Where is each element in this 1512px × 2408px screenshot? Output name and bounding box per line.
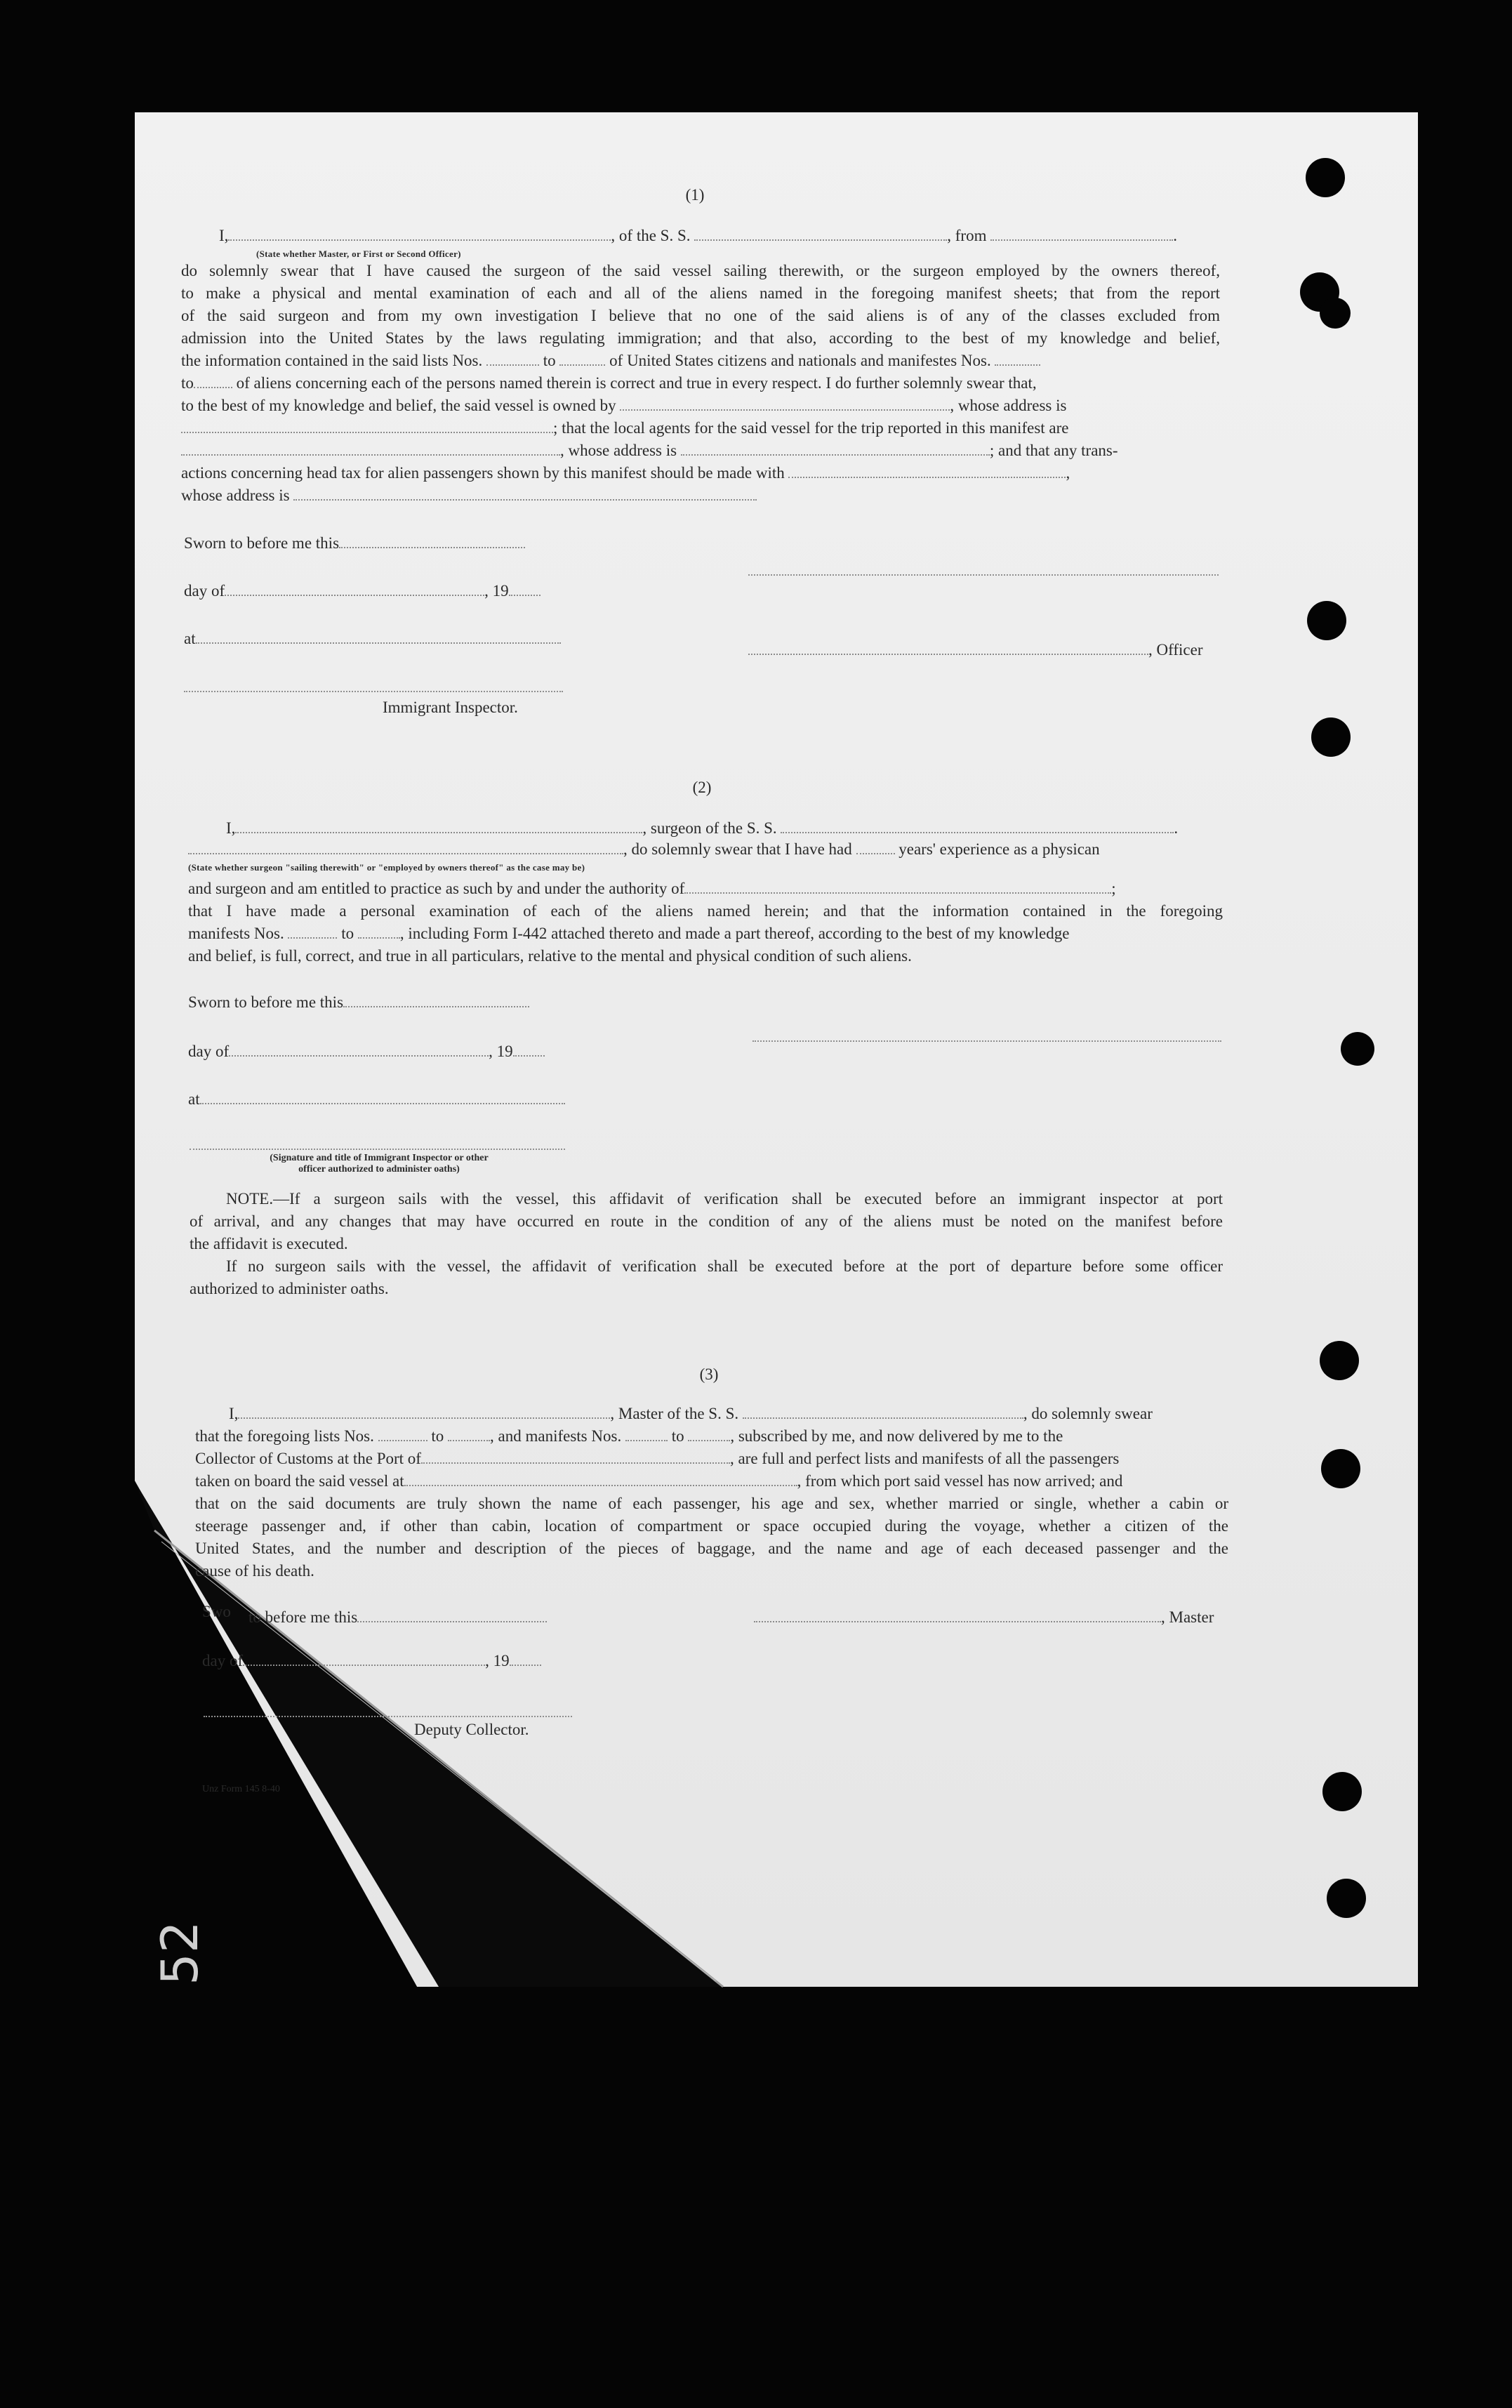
s1-sworn bbox=[184, 534, 525, 553]
s2-body-line bbox=[188, 924, 1223, 944]
s2-signature-note-line: (Signature and title of Immigrant Inspector or other bbox=[270, 1153, 489, 1163]
s2-sworn-field[interactable] bbox=[343, 993, 529, 1007]
s1-comma: , bbox=[1066, 464, 1070, 482]
s1-inspector: Immigrant Inspector. bbox=[383, 699, 518, 716]
s1-body-line bbox=[181, 373, 1220, 393]
s2-note-line: the affidavit is executed. bbox=[190, 1235, 348, 1252]
binder-hole bbox=[1322, 1772, 1362, 1811]
s2-experience: years' experience as a physican bbox=[898, 840, 1100, 858]
s3-lists: that the foregoing lists Nos. bbox=[195, 1427, 374, 1445]
s3-collector: Deputy Collector. bbox=[414, 1721, 529, 1738]
s1-from-field[interactable] bbox=[990, 227, 1173, 241]
binder-hole bbox=[1327, 1879, 1366, 1918]
s3-master-line bbox=[754, 1608, 1214, 1627]
s3-sworn-field[interactable] bbox=[357, 1608, 547, 1622]
s1-body-line: of the said surgeon and from my own investigation I believe that no one of the said aliens is of any of the classes excluded from bbox=[181, 307, 1220, 324]
s1-owner-address-label: , whose address is bbox=[950, 397, 1067, 414]
s1-lists-nos: the information contained in the said lists Nos. bbox=[181, 352, 483, 369]
s2-year: , 19 bbox=[489, 1043, 513, 1060]
s1-master-signature-line[interactable] bbox=[748, 574, 1219, 576]
s2-note-line: of arrival, and any changes that may have occurred en route in the condition of any of the aliens must be noted on the manifest before bbox=[190, 1212, 1223, 1230]
margin-handwriting: 52 bbox=[150, 1921, 209, 1985]
s2-line1 bbox=[226, 819, 1178, 838]
s1-body-line bbox=[181, 418, 1220, 438]
s2-form: , including Form I-442 attached thereto and made a part thereof, according to the best of my knowledge bbox=[399, 925, 1070, 942]
s3-sworn-a: Swo bbox=[202, 1603, 231, 1620]
s2-surgeon-field[interactable] bbox=[235, 819, 642, 833]
s1-manifest-field[interactable] bbox=[995, 352, 1040, 366]
s3-sworn bbox=[202, 1602, 231, 1622]
s2-day-of bbox=[188, 1042, 545, 1061]
s1-of-ss: , of the S. S. bbox=[611, 227, 691, 244]
s2-years-field[interactable] bbox=[856, 840, 895, 854]
s1-officer-note: (State whether Master, or First or Second Officer) bbox=[256, 249, 461, 259]
s1-whose-address: whose address is bbox=[181, 487, 290, 504]
s2-at-field[interactable] bbox=[200, 1090, 565, 1104]
s1-agent-address-field[interactable] bbox=[681, 442, 990, 456]
s3-perfect: , are full and perfect lists and manifests of all the passengers bbox=[729, 1450, 1120, 1467]
s1-body-line: do solemnly swear that I have caused the surgeon of the said vessel sailing therewith, or the surgeon employed by the owners thereof, bbox=[181, 262, 1220, 279]
binder-hole bbox=[1341, 1032, 1374, 1066]
s2-sworn-label: Sworn to before me this bbox=[188, 993, 344, 1011]
s3-list-to-field[interactable] bbox=[448, 1427, 490, 1441]
s2-note-line: If no surgeon sails with the vessel, the affidavit of verification shall be executed before at the port of departure before some officer bbox=[226, 1257, 1223, 1275]
s1-owner-field[interactable] bbox=[620, 397, 950, 411]
s3-master-ss: , Master of the S. S. bbox=[610, 1405, 739, 1422]
s1-list-from-field[interactable] bbox=[486, 352, 539, 366]
s2-year-field[interactable] bbox=[513, 1043, 545, 1057]
s2-surgeon-signature-line[interactable] bbox=[752, 1040, 1221, 1042]
s1-body-line bbox=[181, 351, 1220, 371]
s2-at bbox=[188, 1090, 565, 1109]
s3-day-label: day of bbox=[202, 1652, 244, 1669]
s3-taken: taken on board the said vessel at bbox=[195, 1472, 404, 1490]
s1-owned-by: to the best of my knowledge and belief, the said vessel is owned by bbox=[181, 397, 616, 414]
s1-sworn-field[interactable] bbox=[339, 534, 525, 548]
s1-owner-address-field[interactable] bbox=[181, 419, 553, 433]
s2-authority-field[interactable] bbox=[684, 880, 1111, 894]
s2-line2 bbox=[188, 840, 1100, 859]
s2-swear: , do solemnly swear that I have had bbox=[623, 840, 852, 858]
s1-head-tax-address-field[interactable] bbox=[293, 487, 757, 501]
s3-vessel-field[interactable] bbox=[743, 1405, 1023, 1419]
s3-port-field[interactable] bbox=[421, 1450, 730, 1464]
s3-day-field[interactable] bbox=[243, 1652, 485, 1666]
s2-vessel-field[interactable] bbox=[781, 819, 1174, 833]
s3-collector-port: Collector of Customs at the Port of bbox=[195, 1450, 421, 1467]
s2-to: to bbox=[341, 925, 354, 942]
s3-sworn-b: to before me this bbox=[248, 1608, 358, 1626]
s1-to: to bbox=[543, 352, 556, 369]
s1-year-field[interactable] bbox=[509, 582, 541, 596]
s1-year: , 19 bbox=[484, 582, 509, 600]
s1-i: I, bbox=[219, 227, 229, 244]
s3-master-field[interactable] bbox=[238, 1405, 610, 1419]
s3-body-line: steerage passenger and, if other than cabin, location of compartment or space occupied during the voyage, whether a citizen of the bbox=[195, 1517, 1228, 1535]
s2-body-line bbox=[188, 879, 1223, 899]
s3-arrived: , from which port said vessel has now arrived; and bbox=[797, 1472, 1123, 1490]
s1-citizens: of United States citizens and nationals and manifestes Nos. bbox=[609, 352, 991, 369]
s3-year: , 19 bbox=[485, 1652, 510, 1669]
s2-surgeon-ss: , surgeon of the S. S. bbox=[642, 819, 777, 837]
s2-signature-note bbox=[197, 1153, 562, 1175]
s3-body-line: United States, and the number and description of the pieces of baggage, and the name and age of each deceased passenger and the bbox=[195, 1540, 1228, 1557]
s3-master-label: , Master bbox=[1161, 1608, 1214, 1626]
s1-manifest-to-field[interactable] bbox=[194, 374, 232, 388]
binder-hole bbox=[1320, 1341, 1359, 1380]
s2-at-label: at bbox=[188, 1090, 200, 1108]
s2-manifest-from-field[interactable] bbox=[288, 925, 337, 939]
s2-manifests: manifests Nos. bbox=[188, 925, 284, 942]
s3-to: to bbox=[431, 1427, 444, 1445]
section-1-number: (1) bbox=[685, 186, 705, 204]
s3-swear: , do solemnly swear bbox=[1023, 1405, 1153, 1422]
form-number: Unz Form 145 8-40 bbox=[202, 1784, 280, 1794]
s1-body-line: to make a physical and mental examination of each and all of the aliens named in the foregoing manifest sheets; that from the report bbox=[181, 284, 1220, 302]
section-3-number: (3) bbox=[699, 1365, 719, 1383]
s1-body-line: admission into the United States by the laws regulating immigration; and that also, according to the best of my knowledge and belief, bbox=[181, 329, 1220, 347]
s3-body-line: cause of his death. bbox=[195, 1562, 314, 1580]
s2-sworn bbox=[188, 993, 529, 1012]
s1-from: , from bbox=[947, 227, 987, 244]
s1-local-agents: ; that the local agents for the said vessel for the trip reported in this manifest are bbox=[553, 419, 1069, 437]
s1-sworn-label: Sworn to before me this bbox=[184, 534, 340, 552]
s3-sworn-rest bbox=[248, 1608, 547, 1627]
s2-body-line: that I have made a personal examination of each of the aliens named herein; and that the information contained in the foregoing bbox=[188, 902, 1223, 920]
s3-list-from-field[interactable] bbox=[378, 1427, 427, 1441]
s2-inspector-signature-line[interactable] bbox=[190, 1149, 565, 1150]
s1-agent-field[interactable] bbox=[181, 442, 560, 456]
s1-aliens: of aliens concerning each of the persons named therein is correct and true in every respect. I do further solemnly swear that, bbox=[236, 374, 1037, 392]
s1-body-line bbox=[181, 463, 1220, 483]
s3-day-of bbox=[202, 1651, 541, 1671]
s1-agent-address-label: , whose address is bbox=[560, 442, 677, 459]
s1-vessel-field[interactable] bbox=[694, 227, 947, 241]
s3-manifest-from-field[interactable] bbox=[625, 1427, 668, 1441]
s1-day-field[interactable] bbox=[225, 582, 484, 596]
s1-officer-field[interactable] bbox=[228, 227, 611, 241]
s1-officer-sign-field[interactable] bbox=[748, 641, 1148, 655]
s3-body-line bbox=[195, 1427, 1228, 1446]
s3-manifests: , and manifests Nos. bbox=[490, 1427, 622, 1445]
s2-body-line: and belief, is full, correct, and true in all particulars, relative to the mental and physical condition of such aliens. bbox=[188, 947, 912, 965]
s3-body-line: that on the said documents are truly shown the name of each passenger, his age and sex, whether married or single, whether a cabin or bbox=[195, 1495, 1228, 1512]
s1-head-tax-field[interactable] bbox=[788, 464, 1066, 478]
s1-line1 bbox=[219, 226, 1177, 246]
s1-head-tax: actions concerning head tax for alien passengers shown by this manifest should be made with bbox=[181, 464, 785, 482]
s3-master-sign-field[interactable] bbox=[754, 1608, 1161, 1622]
s1-body-line bbox=[181, 396, 1220, 416]
s1-officer-label: , Officer bbox=[1148, 641, 1203, 659]
s1-period: . bbox=[1173, 227, 1177, 244]
s2-note-line: NOTE.—If a surgeon sails with the vessel, this affidavit of verification shall be executed before an immigrant inspector at port bbox=[226, 1190, 1223, 1208]
s3-year-field[interactable] bbox=[510, 1652, 541, 1666]
s1-at-label: at bbox=[184, 630, 196, 647]
s1-to2: to bbox=[181, 374, 194, 392]
s2-day-field[interactable] bbox=[229, 1043, 489, 1057]
s3-subscribed: , subscribed by me, and now delivered by me to the bbox=[730, 1427, 1063, 1445]
s1-body-line bbox=[181, 441, 1220, 461]
s1-transactions: ; and that any trans- bbox=[989, 442, 1118, 459]
s1-inspector-signature-line[interactable] bbox=[184, 691, 563, 692]
s2-semicolon: ; bbox=[1111, 880, 1116, 897]
binder-hole bbox=[1306, 158, 1345, 197]
binder-hole bbox=[1320, 298, 1351, 329]
s1-day-label: day of bbox=[184, 582, 225, 600]
s1-list-to-field[interactable] bbox=[559, 352, 605, 366]
s1-body-line bbox=[181, 486, 1220, 505]
s3-i: I, bbox=[229, 1405, 239, 1422]
binder-hole bbox=[1321, 1449, 1360, 1488]
binder-hole bbox=[1311, 717, 1351, 757]
s3-manifest-to-field[interactable] bbox=[688, 1427, 730, 1441]
s3-collector-signature-line[interactable] bbox=[204, 1716, 572, 1717]
s1-day-of bbox=[184, 581, 541, 601]
s3-to2: to bbox=[671, 1427, 684, 1445]
s2-day-label: day of bbox=[188, 1043, 230, 1060]
s2-surgeon-note: (State whether surgeon "sailing therewith" or "employed by owners thereof" as the case may be) bbox=[188, 862, 585, 873]
s2-period: . bbox=[1174, 819, 1179, 837]
section-2-number: (2) bbox=[692, 779, 712, 796]
s1-at bbox=[184, 629, 561, 649]
s2-signature-note-line: officer authorized to administer oaths) bbox=[298, 1164, 460, 1175]
s2-sailing-field[interactable] bbox=[188, 840, 623, 854]
s2-note-line: authorized to administer oaths. bbox=[190, 1280, 389, 1297]
s1-officer-line bbox=[748, 640, 1202, 660]
s3-departure-field[interactable] bbox=[404, 1472, 797, 1486]
s3-line1 bbox=[229, 1404, 1153, 1424]
s2-manifest-to-field[interactable] bbox=[358, 925, 400, 939]
s3-body-line bbox=[195, 1471, 1228, 1491]
binder-hole bbox=[1307, 601, 1346, 640]
s3-body-line bbox=[195, 1449, 1228, 1469]
s2-i: I, bbox=[226, 819, 236, 837]
s2-authority: and surgeon and am entitled to practice as such by and under the authority of bbox=[188, 880, 685, 897]
s1-at-field[interactable] bbox=[196, 630, 561, 644]
